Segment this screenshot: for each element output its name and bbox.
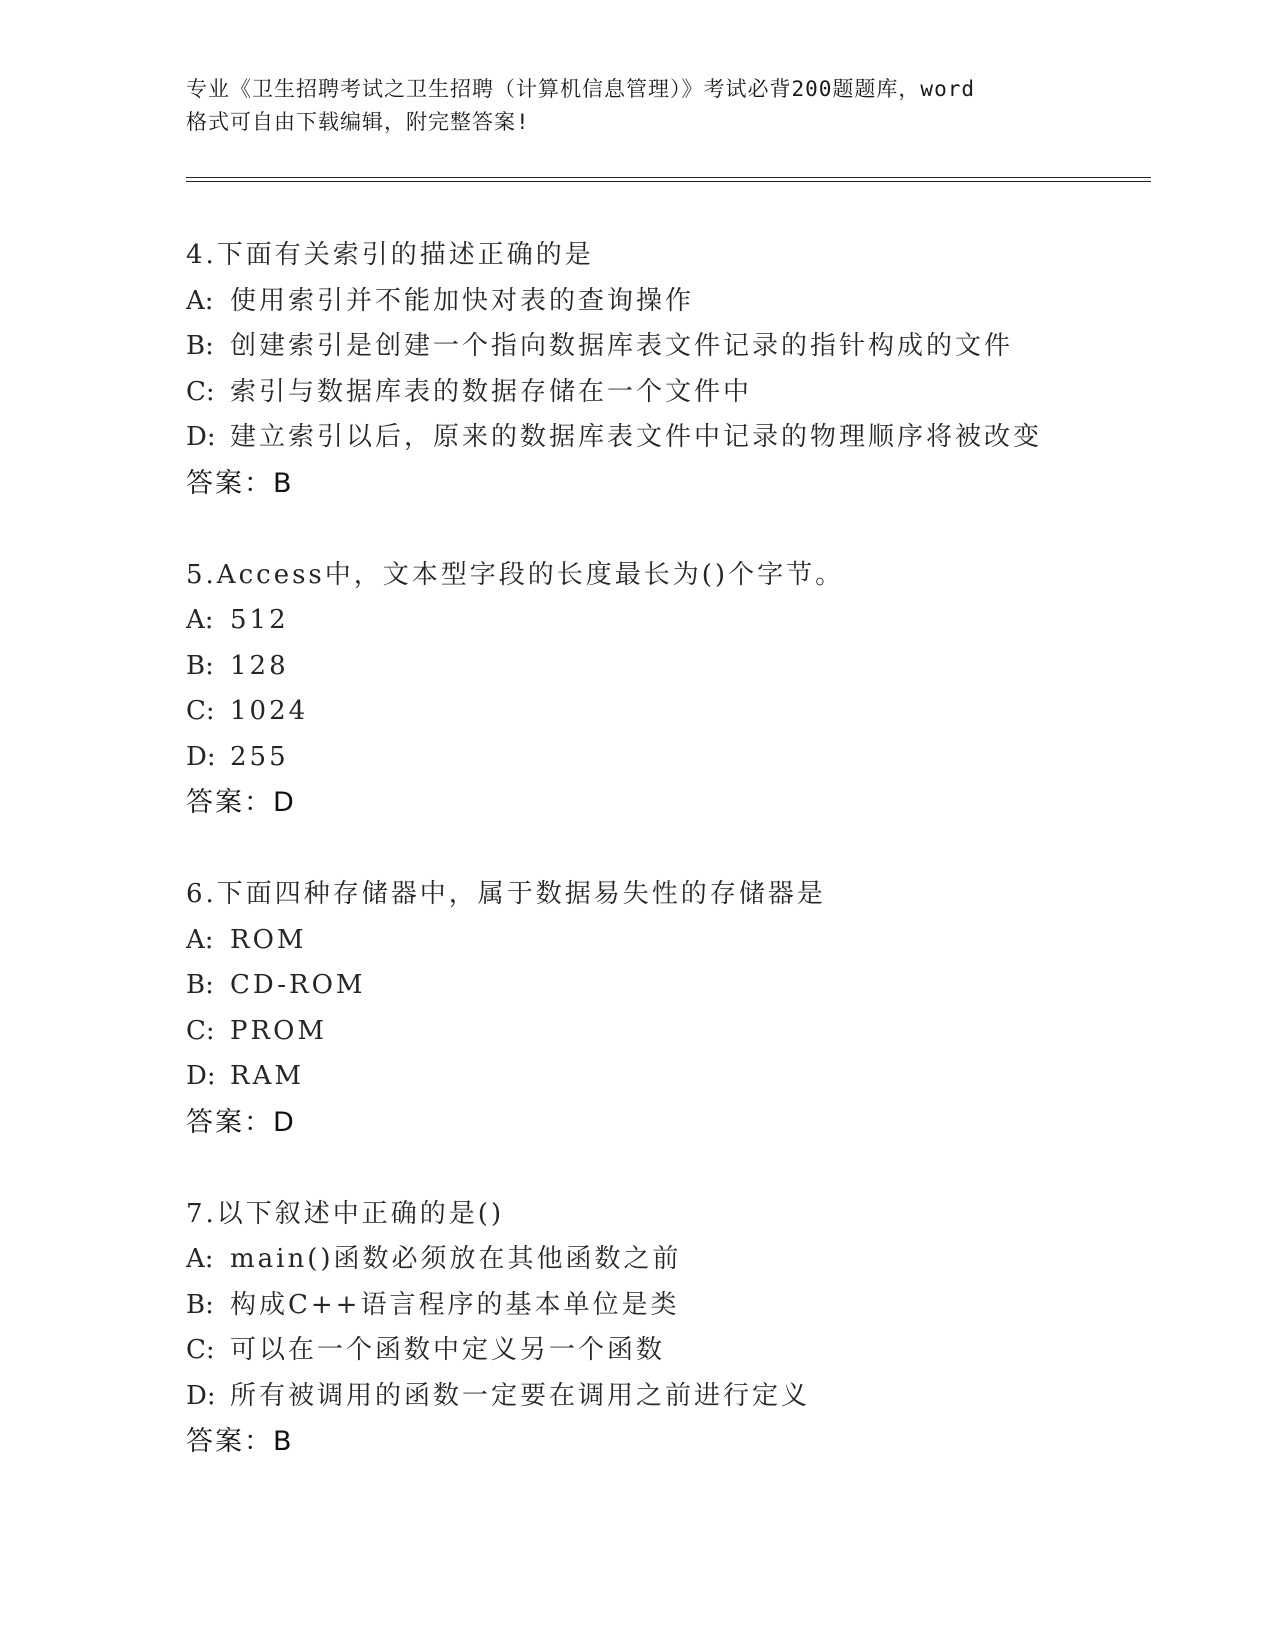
- option-text: ROM: [230, 924, 307, 955]
- answer-line: 答案：B: [186, 1426, 294, 1457]
- question-stem: 4.下面有关索引的描述正确的是: [186, 240, 594, 270]
- question-stem: 5.Access中，文本型字段的长度最长为()个字节。: [186, 559, 845, 590]
- option-b: [186, 963, 1186, 1009]
- option-a: [186, 1237, 1186, 1283]
- question-4: [186, 233, 1186, 506]
- option-text: 255: [230, 741, 289, 772]
- option-letter: C:: [186, 1015, 215, 1046]
- option-text: 可以在一个函数中定义另一个函数: [230, 1335, 666, 1365]
- option-text: 512: [230, 605, 289, 635]
- option-b: [186, 644, 1186, 690]
- option-letter: B:: [186, 1289, 214, 1320]
- question-5: [186, 553, 1186, 826]
- option-letter: D:: [186, 422, 216, 452]
- option-letter: B:: [186, 331, 214, 361]
- option-letter: B:: [186, 650, 214, 681]
- answer-line: 答案：D: [186, 1106, 296, 1138]
- answer-line: 答案：B: [186, 467, 294, 499]
- option-text: CD-ROM: [230, 970, 366, 1000]
- option-c: [186, 1328, 1186, 1374]
- option-letter: A:: [186, 285, 214, 316]
- answer-line: 答案：D: [186, 787, 296, 818]
- option-d: [186, 1054, 1186, 1100]
- option-letter: C:: [186, 1335, 215, 1365]
- option-text: 构成C++语言程序的基本单位是类: [230, 1289, 680, 1320]
- option-c: [186, 370, 1186, 416]
- header-line-1: 专业《卫生招聘考试之卫生招聘（计算机信息管理）》考试必背200题题库，word: [186, 77, 975, 101]
- question-stem: 6.下面四种存储器中，属于数据易失性的存储器是: [186, 879, 826, 909]
- option-letter: D:: [186, 1380, 216, 1411]
- option-letter: A:: [186, 605, 214, 635]
- option-letter: A:: [186, 924, 214, 955]
- option-b: [186, 324, 1186, 370]
- option-a: [186, 598, 1186, 644]
- question-list: [186, 233, 1186, 1511]
- option-text: RAM: [230, 1061, 304, 1091]
- option-b: [186, 1283, 1186, 1329]
- option-text: 128: [230, 650, 289, 681]
- option-d: [186, 415, 1186, 461]
- option-text: main()函数必须放在其他函数之前: [230, 1244, 682, 1274]
- header-divider: [186, 177, 1151, 182]
- option-letter: A:: [186, 1244, 214, 1274]
- option-a: [186, 918, 1186, 964]
- option-letter: C:: [186, 696, 215, 726]
- header-line-2: 格式可自由下载编辑，附完整答案!: [186, 110, 530, 134]
- option-text: PROM: [230, 1015, 328, 1046]
- question-7: [186, 1192, 1186, 1465]
- option-text: 1024: [230, 696, 309, 726]
- document-header: [186, 73, 1106, 139]
- question-stem: 7.以下叙述中正确的是(): [186, 1198, 505, 1229]
- option-letter: D:: [186, 1061, 216, 1091]
- option-text: 使用索引并不能加快对表的查询操作: [230, 285, 695, 316]
- option-letter: D:: [186, 741, 216, 772]
- option-letter: C:: [186, 376, 215, 407]
- option-letter: B:: [186, 970, 214, 1000]
- option-text: 所有被调用的函数一定要在调用之前进行定义: [230, 1380, 811, 1411]
- option-c: [186, 689, 1186, 735]
- option-text: 创建索引是创建一个指向数据库表文件记录的指针构成的文件: [230, 331, 1014, 361]
- option-d: [186, 735, 1186, 781]
- option-a: [186, 279, 1186, 325]
- option-c: [186, 1009, 1186, 1055]
- option-d: [186, 1374, 1186, 1420]
- question-6: [186, 872, 1186, 1145]
- option-text: 建立索引以后，原来的数据库表文件中记录的物理顺序将被改变: [230, 422, 1043, 452]
- option-text: 索引与数据库表的数据存储在一个文件中: [230, 376, 753, 407]
